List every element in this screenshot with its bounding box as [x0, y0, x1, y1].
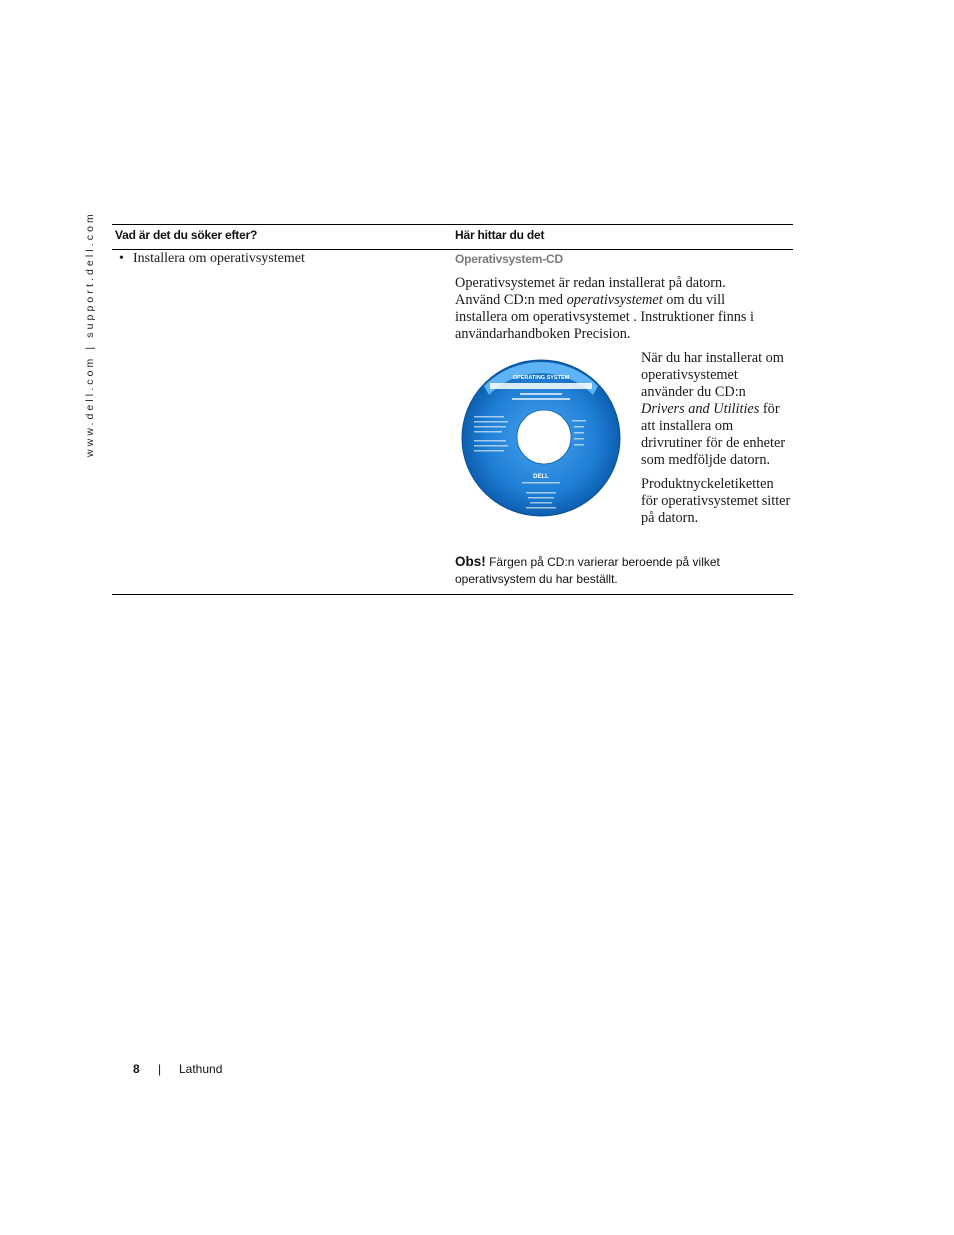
list-item-label: Installera om operativsystemet: [133, 251, 305, 266]
page-number: 8: [133, 1062, 140, 1076]
os-cd-image: [460, 358, 622, 518]
footer-separator: |: [158, 1062, 162, 1076]
cd-label-top: OPERATING SYSTEM: [512, 375, 570, 381]
paragraph-drivers-utilities: När du har installerat om operativsystemet använder du CD:n Drivers and Utilities för att installera om drivrutiner för de enheter som medföljde datorn.: [641, 350, 786, 468]
list-item-reinstall-os: [119, 251, 305, 267]
table-bottom-rule: [112, 594, 793, 595]
table-header-rule: [112, 249, 793, 250]
table-top-rule: [112, 224, 793, 225]
section-subhead: Operativsystem-CD: [455, 252, 563, 266]
cd-brand-logo: DELL: [533, 474, 549, 480]
note-text: Färgen på CD:n varierar beroende på vilket operativsystem du har beställt.: [455, 555, 720, 586]
footer-title: Lathund: [179, 1062, 223, 1076]
table-header-where: Här hittar du det: [455, 228, 545, 242]
table-header-what: Vad är det du söker efter?: [115, 228, 258, 242]
sidebar-url: www.dell.com | support.dell.com: [84, 211, 96, 457]
note-label: Obs!: [455, 554, 486, 569]
bullet-icon: •: [119, 251, 124, 266]
note-cd-color: [455, 553, 775, 588]
paragraph-product-key: Produktnyckeletiketten för operativsystemet sitter på datorn.: [641, 476, 791, 526]
paragraph-os-cd: Operativsystemet är redan installerat på datorn. Använd CD:n med operativsystemet om du vill installera om operativsystemet . Instruktioner finns i användarhandboken Precision.: [455, 275, 754, 342]
